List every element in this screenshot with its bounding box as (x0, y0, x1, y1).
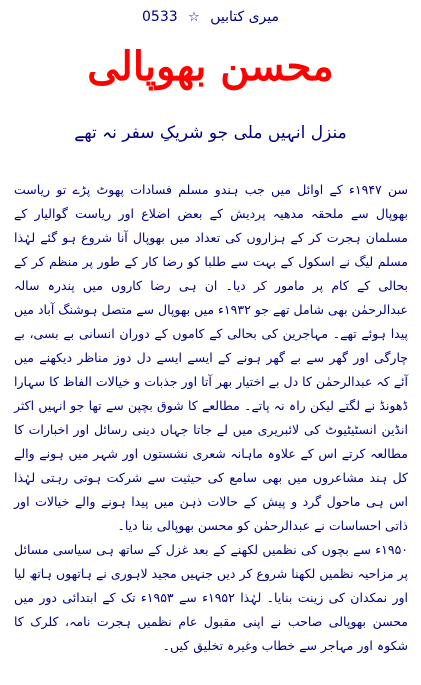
star-icon: ☆ (188, 10, 200, 25)
series-label: میری کتابیں (210, 9, 279, 25)
paragraph: ۱۹۵۰ء سے بچوں کی نظمیں لکھنے کے بعد غزل کے ساتھ ہی سیاسی مسائل پر مزاحیہ نظمیں لکھنا شروع کر دیں جنہیں مجید لاہوری نے ہاتھوں ہاتھ لیا اور نمکدان کی زینت بنایا۔ لہٰذا ۱۹۵۲ء سے ۱۹۵۳ء تک کے ابتدائی دور میں محسن بھوپالی صاحب نے اپنی مقبول عام نظمیں ہجرت نامہ، کلرک کا شکوہ اور مہاجر سے خطاب وغیرہ تخلیق کیں۔ (14, 542, 409, 653)
book-code: 0533 (142, 9, 178, 25)
article-body (14, 178, 408, 658)
paragraph: سن ۱۹۴۷ء کے اوائل میں جب ہندو مسلم فسادات پھوٹ پڑے تو ریاست بھوپال سے ملحقہ مدھیہ پردیش کے بعض اضلاع اور ریاست گوالیار کے مسلمان ہجرت کر کے ہزاروں کی تعداد میں بھوپال آنا شروع ہو گئے لہٰذا مسلم لیگ نے اسکول کے بہت سے طلبا کو رضا کار کے طور پر منظم کر کے بحالی کے کام پر مامور کر دیا۔ ان ہی رضا کاروں میں پندرہ سالہ عبدالرحمٰن بھی شامل تھے جو ۱۹۳۲ء میں بھوپال سے متصل ہوشنگ آباد میں پیدا ہوئے تھے۔ مہاجرین کی بحالی کے کاموں کے دوران انسانی بے بسی، بے چارگی اور گھر سے بے گھر ہونے کے ایسے ایسے دل دوز مناظر دیکھنے میں آئے کہ عبدالرحمٰن کا دل بے اختیار بھر آتا اور جذبات و خیالات الفاظ کا سہارا ڈھونڈ نے لگتے لیکن راہ نہ پاتے۔ مطالعے کا شوق بچپن سے تھا جو انہیں اکثر انڈین انسٹیٹیوٹ کی لائبریری میں لے جاتا جہاں دینی رسائل اور اخبارات کا مطالعہ کرتے اس کے علاوہ ماہانہ شعری نشستوں اور شہر میں ہونے والے کل ہند مشاعروں میں بھی سامع کی حیثیت سے شرکت ہوتی رہتی لہٰذا اس ہی ماحول گرد و پیش کے حالات ذہن میں پیدا ہونے والے خیالات اور ذاتی احساسات نے عبدالرحمٰن کو محسن بھوپالی بنا دیا۔ (14, 182, 409, 533)
page-title: محسن بھوپالی (87, 43, 334, 90)
page-header (0, 8, 421, 27)
page-subtitle: منزل انہیں ملی جو شریکِ سفر نہ تھے (74, 123, 347, 143)
